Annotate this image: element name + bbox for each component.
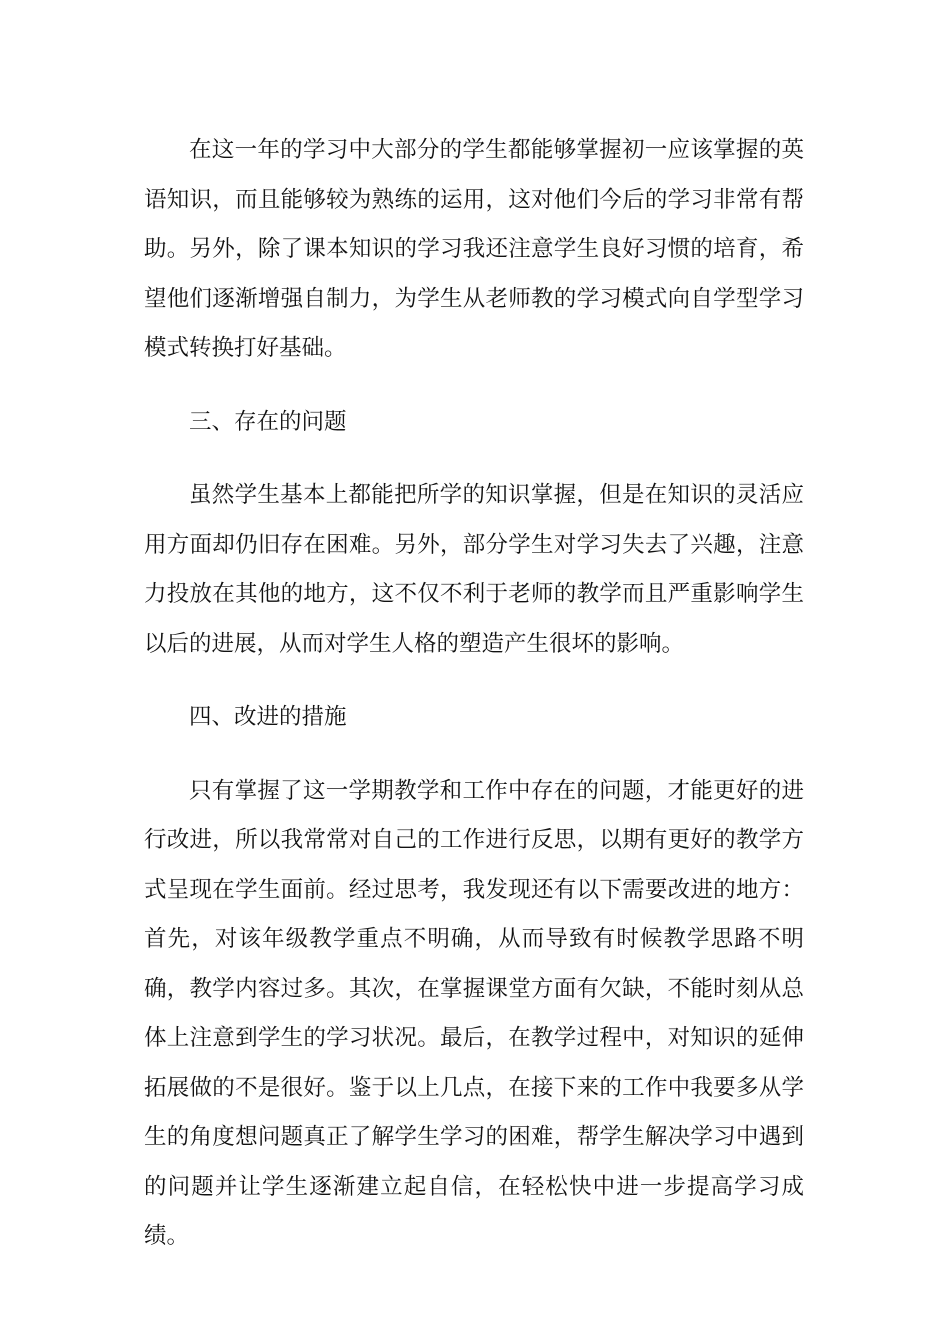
paragraph-spacer [144,374,804,398]
section-heading-improvements: 四、改进的措施 [189,704,347,730]
paragraph-spacer [144,743,804,767]
paragraph-problems: 虽然学生基本上都能把所学的知识掌握，但是在知识的灵活应用方面却仍旧存在困难。另外，部分学生对学习失去了兴趣，注意力投放在其他的地方，这不仅不利于老师的教学而且严重影响学生以后的进展，从而对学生人格的塑造产生很坏的影响。 [144,482,804,657]
paragraph-spacer [144,669,804,693]
paragraph-spacer [144,447,804,471]
document-body [144,126,804,1262]
section-heading-problems: 三、存在的问题 [189,408,347,435]
paragraph-learning-outcomes: 在这一年的学习中大部分的学生都能够掌握初一应该掌握的英语知识，而且能够较为熟练的运用，这对他们今后的学习非常有帮助。另外，除了课本知识的学习我还注意学生良好习惯的培育，希望他们逐渐增强自制力，为学生从老师教的学习模式向自学型学习模式转换打好基础。 [144,137,804,361]
paragraph-improvements: 只有掌握了这一学期教学和工作中存在的问题，才能更好的进行改进，所以我常常对自己的工作进行反思，以期有更好的教学方式呈现在学生面前。经过思考，我发现还有以下需要改进的地方：首先，对该年级教学重点不明确，从而导致有时候教学思路不明确，教学内容过多。其次，在掌握课堂方面有欠缺，不能时刻从总体上注意到学生的学习状况。最后，在教学过程中，对知识的延伸拓展做的不是很好。鉴于以上几点，在接下来的工作中我要多从学生的角度想问题真正了解学生学习的困难，帮学生解决学习中遇到的问题并让学生逐渐建立起自信，在轻松快中进一步提高学习成绩。 [144,777,804,1249]
